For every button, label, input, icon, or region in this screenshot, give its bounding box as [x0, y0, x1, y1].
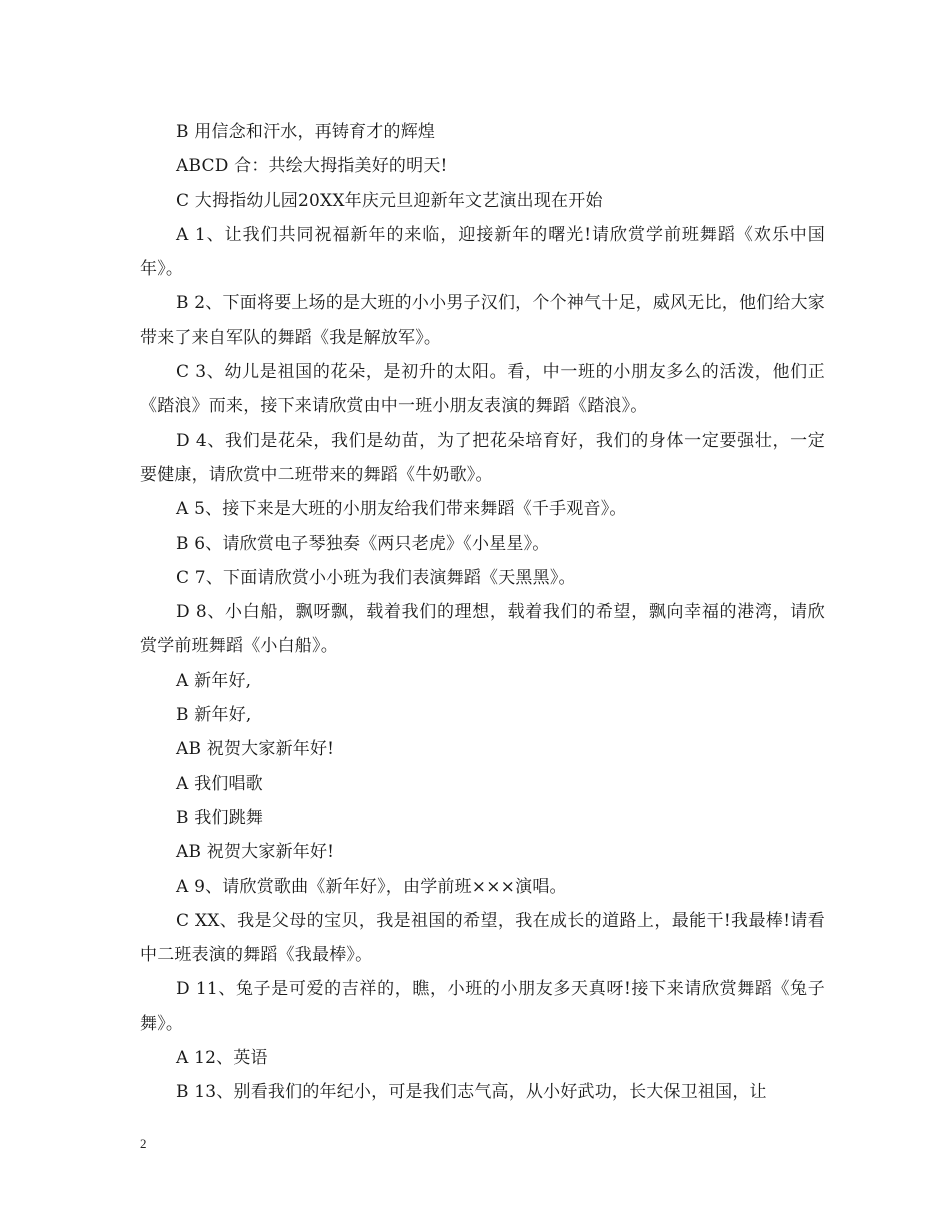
paragraph: C 3、幼儿是祖国的花朵，是初升的太阳。看，中一班的小朋友多么的活泼，他们正《踏浪》而来，接下来请欣赏由中一班小朋友表演的舞蹈《踏浪》。: [140, 362, 825, 417]
paragraph: B 13、别看我们的年纪小，可是我们志气高，从小好武功，长大保卫祖国，让: [176, 1082, 767, 1103]
paragraph: A 9、请欣赏歌曲《新年好》，由学前班×××演唱。: [176, 876, 567, 897]
paragraph: D 11、兔子是可爱的吉祥的，瞧，小班的小朋友多天真呀!接下来请欣赏舞蹈《兔子舞》。: [140, 979, 825, 1034]
paragraph: B 6、请欣赏电子琴独奏《两只老虎》《小星星》。: [176, 533, 550, 554]
paragraph: AB 祝贺大家新年好!: [176, 842, 335, 863]
paragraph: A 12、英语: [176, 1048, 268, 1069]
paragraph: D 8、小白船，飘呀飘，载着我们的理想，载着我们的希望，飘向幸福的港湾，请欣赏学前班舞蹈《小白船》。: [140, 602, 825, 657]
paragraph: C 7、下面请欣赏小小班为我们表演舞蹈《天黑黑》。: [176, 567, 576, 588]
paragraph: D 4、我们是花朵，我们是幼苗，为了把花朵培育好，我们的身体一定要强壮，一定要健康，请欣赏中二班带来的舞蹈《牛奶歌》。: [140, 430, 825, 485]
paragraph: A 新年好,: [176, 670, 252, 691]
page-number: 2: [140, 1136, 147, 1151]
paragraph: A 5、接下来是大班的小朋友给我们带来舞蹈《千手观音》。: [176, 499, 627, 520]
paragraph: AB 祝贺大家新年好!: [176, 739, 335, 760]
paragraph: B 我们跳舞: [176, 807, 264, 828]
paragraph: B 2、下面将要上场的是大班的小小男子汉们，个个神气十足，威风无比，他们给大家带来了来自军队的舞蹈《我是解放军》。: [140, 293, 825, 348]
paragraph: C 大拇指幼儿园20XX年庆元旦迎新年文艺演出现在开始: [176, 190, 603, 211]
paragraph: B 新年好,: [176, 705, 252, 726]
paragraph: A 我们唱歌: [176, 773, 263, 794]
paragraph: B 用信念和汗水，再铸育才的辉煌: [176, 122, 436, 142]
paragraph: ABCD 合：共绘大拇指美好的明天!: [176, 156, 448, 177]
document-body: [140, 115, 825, 1110]
paragraph: A 1、让我们共同祝福新年的来临，迎接新年的曙光!请欣赏学前班舞蹈《欢乐中国年》。: [140, 224, 825, 280]
paragraph: C XX、我是父母的宝贝，我是祖国的希望，我在成长的道路上，最能干!我最棒!请看中二班表演的舞蹈《我最棒》。: [140, 910, 825, 966]
